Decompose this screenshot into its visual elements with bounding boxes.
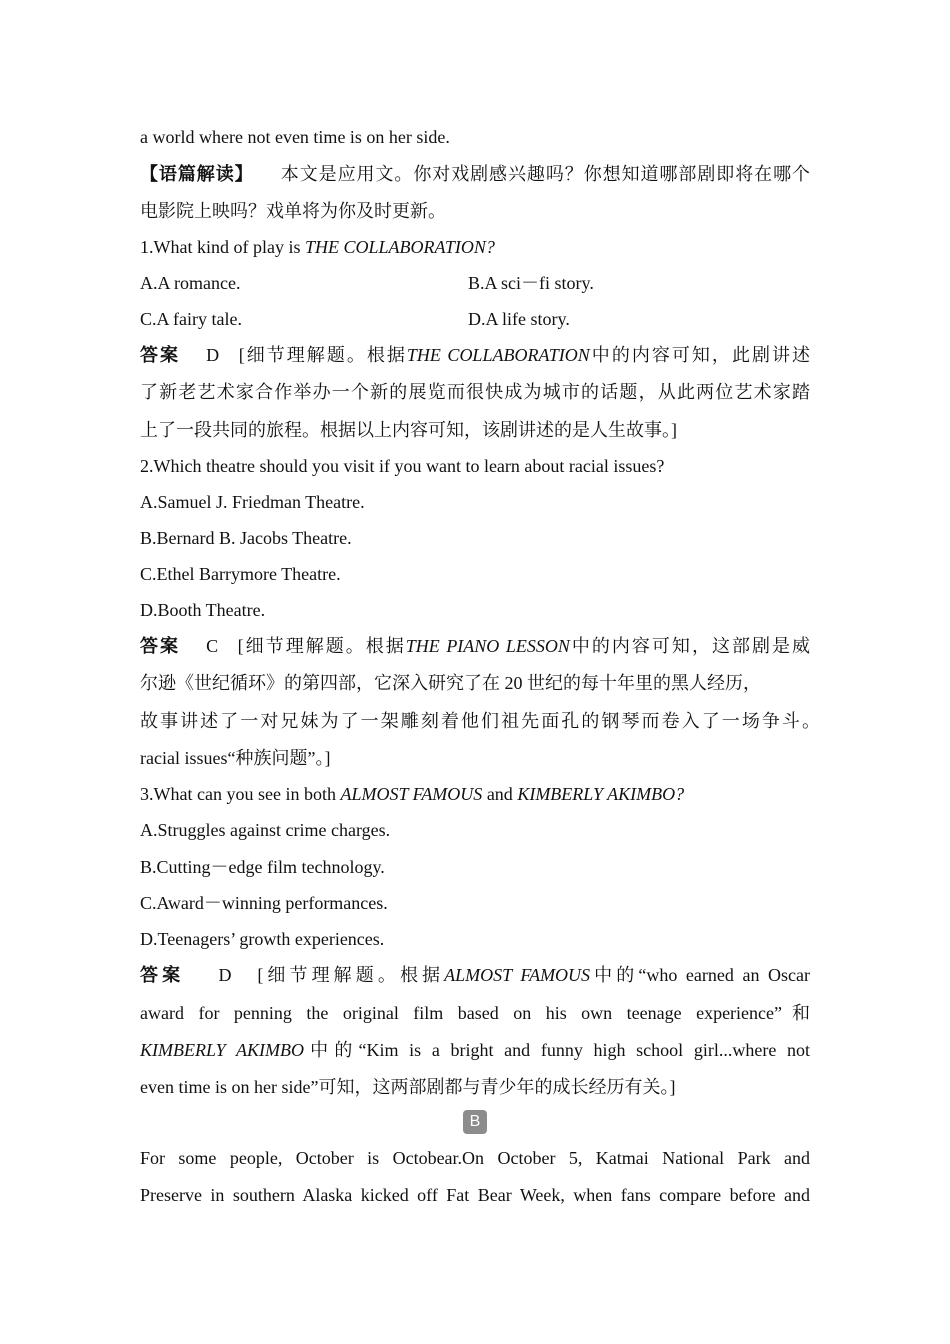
answer-2-line: racial issues“种族问题”。] — [140, 748, 331, 768]
discourse-analysis-line: 【语篇解读】 本文是应用文。你对戏剧感兴趣吗？你想知道哪部剧即将在哪个 — [140, 164, 811, 184]
answer-3-line: even time is on her side”可知，这两部剧都与青少年的成长经历有关。] — [140, 1077, 676, 1097]
answer-2: 答案 C [细节理解题。根据THE PIANO LESSON中的内容可知，这部剧是威 — [140, 636, 811, 656]
passage-end-line: a world where not even time is on her side. — [140, 127, 450, 147]
answer-label: 答案 — [140, 965, 185, 985]
answer-3: 答案 D [细节理解题。根据ALMOST FAMOUS中的“who earned an Oscar — [140, 965, 811, 985]
answer-label: 答案 — [140, 636, 181, 656]
option-b: B.A sci－fi story. — [468, 273, 594, 293]
answer-1: 答案 D [细节理解题。根据THE COLLABORATION中的内容可知，此剧讲述 — [140, 345, 811, 365]
discourse-analysis-label: 【语篇解读】 — [140, 164, 254, 184]
option-a: A.A romance. — [140, 273, 241, 293]
option-a: A.Struggles against crime charges. — [140, 820, 391, 840]
answer-2-line: 故事讲述了一对兄妹为了一架雕刻着他们祖先面孔的钢琴而卷入了一场争斗。 — [140, 711, 820, 731]
section-b-badge: B — [463, 1110, 487, 1134]
answer-2-line: 尔逊《世纪循环》的第四部，它深入研究了在 20 世纪的每十年里的黑人经历， — [140, 673, 761, 693]
question-2: 2.Which theatre should you visit if you want to learn about racial issues? — [140, 456, 665, 476]
option-d: D.Booth Theatre. — [140, 600, 266, 620]
option-c: C.A fairy tale. — [140, 309, 242, 329]
option-d: D.Teenagers’ growth experiences. — [140, 929, 385, 949]
option-c: C.Ethel Barrymore Theatre. — [140, 564, 341, 584]
question-1: 1.What kind of play is THE COLLABORATION? — [140, 237, 495, 257]
option-b: B.Cutting－edge film technology. — [140, 857, 385, 877]
passage-b-line: For some people, October is Octobear.On October 5, Katmai National Park and — [140, 1148, 810, 1168]
question-3: 3.What can you see in both ALMOST FAMOUS and KIMBERLY AKIMBO? — [140, 784, 685, 804]
answer-3-line: award for penning the original film based on his own teenage experience”和 — [140, 1003, 810, 1023]
option-d: D.A life story. — [468, 309, 570, 329]
option-row — [140, 271, 810, 295]
option-b: B.Bernard B. Jacobs Theatre. — [140, 528, 352, 548]
option-c: C.Award－winning performances. — [140, 893, 388, 913]
answer-1-line: 上了一段共同的旅程。根据以上内容可知，该剧讲述的是人生故事。] — [140, 420, 677, 440]
option-a: A.Samuel J. Friedman Theatre. — [140, 492, 365, 512]
passage-b-line: Preserve in southern Alaska kicked off Fat Bear Week, when fans compare before and — [140, 1185, 810, 1205]
discourse-analysis-line: 电影院上映吗？戏单将为你及时更新。 — [140, 201, 446, 221]
option-row — [140, 307, 810, 331]
answer-1-line: 了新老艺术家合作举办一个新的展览而很快成为城市的话题，从此两位艺术家踏 — [140, 382, 810, 402]
answer-label: 答案 — [140, 345, 181, 365]
answer-3-line: KIMBERLY AKIMBO中的“Kim is a bright and funny high school girl...where not — [140, 1040, 810, 1060]
